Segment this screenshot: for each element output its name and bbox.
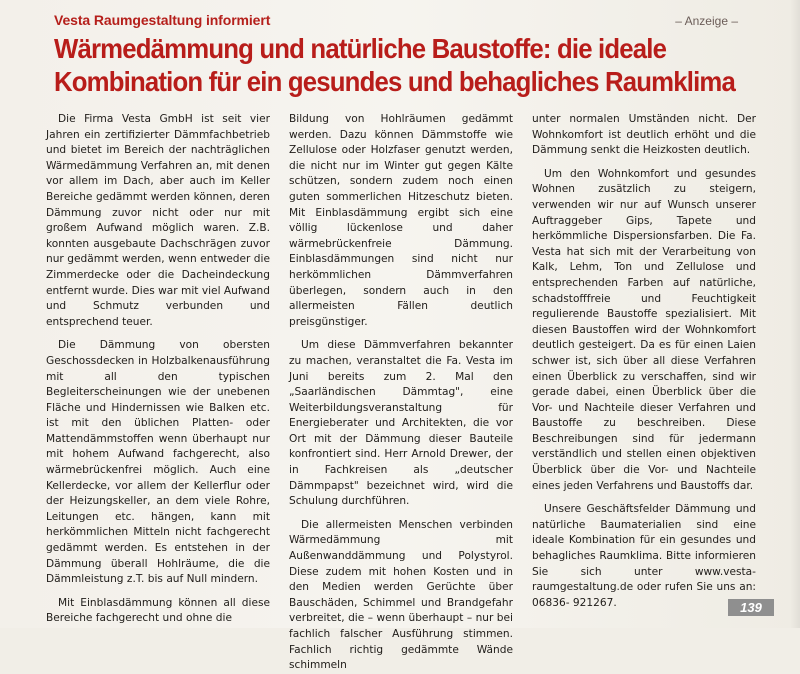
paragraph: Mit Einblasdämmung können all diese Bereiche fachgerecht und ohne die — [46, 596, 270, 625]
page-edge-shadow — [790, 0, 800, 628]
advertisement-label: – Anzeige – — [675, 14, 738, 28]
paragraph: Die Dämmung von obersten Geschossdecken in Holzbalkenausführung mit all den typischen Begleiterscheinungen wie der unebenen Fläche und Hindernissen wie Balken etc. ist mit den üblichen Platten- oder Mattendämmstoffen wenn überhaupt nur mit hohem Aufwand fachgerecht, also wärmebrückenfrei möglich. Auch eine Kellerdecke, vor allem der Kellerflur oder der Heizungskeller, an dem viele Rohre, Leitungen etc. hängen, kann mit herkömmlichen Mitteln nicht fachgerecht gedämmt werden. Es entstehen in der Dämmung überall Hohlräume, die die Dämmleistung z.T. bis auf Null mindern. — [46, 339, 270, 586]
paragraph: Um den Wohnkomfort und gesundes Wohnen zusätzlich zu steigern, verwenden wir nur auf Wunsch unserer Auftraggeber Gips, Tapete und herkömmliche Dispersionsfarben. Die Fa. Vesta hat sich mit der Verarbeitung von Kalk, Lehm, Ton und Zellulose und entsprechenden Farben auf natürliche, schadstofffreie und Feuchtigkeit regulierende Baustoffe spezialisiert. Mit diesen Baustoffen wird der Wohnkomfort deutlich gesteigert. Da es für einen Laien schwer ist, sich über all diese Verfahren einen Überblick zu verschaffen, sind wir gerade dabei, einen Überblick über die Vor- und Nachteile dieser Verfahren und Baustoffe zu beschreiben. Diese Beschreibungen sind für jedermann verständlich und stellen einen objektiven Überblick über die Vor- und Nachteile eines jeden Verfahrens und Baustoffs dar. — [532, 167, 756, 492]
paragraph: Die Firma Vesta GmbH ist seit vier Jahren ein zertifizierter Dämmfachbetrieb und bietet im Bereich der nachträglichen Wärmedämmung Verfahren an, mit denen vor allem im Dach, aber auch im Keller Bereiche gedämmt werden können, deren Dämmung zuvor nicht oder nur mit großem Aufwand möglich waren. Z.B. konnten ausgebaute Dachschrägen zuvor nur gedämmt werden, wenn entweder die Zimmerdecke oder die Dacheindeckung entfernt wurde. Dies war mit viel Aufwand und Schmutz verbunden und entsprechend teuer. — [46, 113, 270, 328]
text-column-2 — [289, 112, 513, 672]
text-column-1 — [46, 112, 270, 625]
text-column-3 — [532, 112, 756, 609]
paragraph: Bildung von Hohlräumen gedämmt werden. Dazu können Dämmstoffe wie Zellulose oder Holzfaser genutzt werden, die nicht nur im Winter gut gegen Kälte schützen, sondern zudem noch einen guten sommerlichen Hitzeschutz bieten. Mit Einblasdämmung ergibt sich eine völlig lückenlose und daher wärmebrückenfreie Dämmung. Einblasdämmungen sind nicht nur herkömmlichen Dämmverfahren überlegen, sondern auch in den allermeisten Fällen deutlich preisgünstiger. — [289, 113, 513, 328]
section-kicker: Vesta Raumgestaltung informiert — [54, 12, 271, 28]
page-number: 139 — [728, 599, 774, 616]
paragraph: Um diese Dämmverfahren bekannter zu machen, veranstaltet die Fa. Vesta im Juni bereits zum 2. Mal den „Saarländischen Dämmtag", eine Weiterbildungsveranstaltung für Energieberater und Architekten, die vor Ort mit der Dämmung dieser Bauteile konfrontiert sind. Herr Arnold Drewer, der in Fachkreisen als „deutscher Dämmpapst" bezeichnet wird, wird die Schulung durchführen. — [289, 339, 513, 508]
headline-line-2: Kombination für ein gesundes und behagliches Raumklima — [54, 66, 735, 97]
paragraph: Die allermeisten Menschen verbinden Wärmedämmung mit Außenwanddämmung und Polystyrol. Diese zudem mit hohen Kosten und in den Medien werden Gerüchte über Bauschäden, Schimmel und Brandgefahr verbreitet, die – wenn überhaupt – nur bei fachlich falscher Ausführung stimmen. Fachlich richtig gedämmte Wände schimmeln — [289, 518, 513, 672]
paragraph: unter normalen Umständen nicht. Der Wohnkomfort ist deutlich erhöht und die Dämmung senkt die Heizkosten deutlich. — [532, 113, 756, 157]
paragraph: Unsere Geschäftsfelder Dämmung und natürliche Baumaterialien sind eine ideale Kombination für ein gesundes und behagliches Raumklima. Bitte informieren Sie sich unter www.vesta-raumgestaltung.de oder rufen Sie uns an: 06836- 921267. — [532, 503, 756, 609]
headline-line-1: Wärmedämmung und natürliche Baustoffe: die ideale — [54, 33, 667, 64]
article-headline — [54, 32, 735, 98]
